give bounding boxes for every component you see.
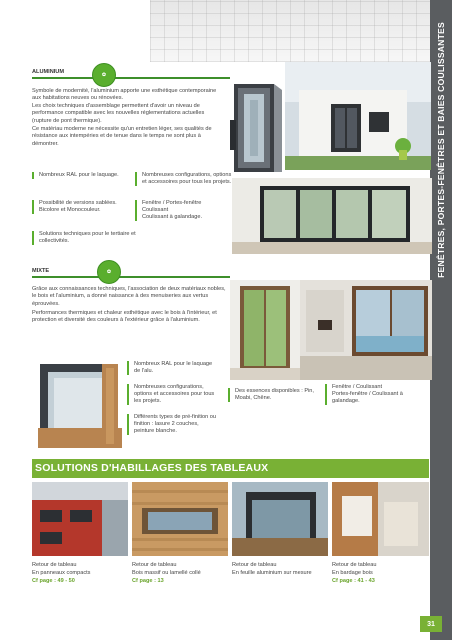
habillage-photo-1: [32, 482, 128, 556]
aluminium-bullet-2-line-2: Bicolore et Monocouleur.: [39, 207, 101, 213]
caption-3: [232, 561, 322, 577]
side-title: FENÊTRES, PORTES-FENÊTRES ET BAIES COULISSANTES: [436, 22, 446, 278]
mixte-interior-photo-1: [230, 280, 300, 380]
caption-1: [32, 561, 128, 585]
mixte-bullet-3: Différents types de pré-finition ou finition : lasure 2 couches, peinture blanche.: [127, 414, 219, 435]
eco-logo-icon-2: ✿: [97, 260, 121, 284]
habillage-photo-3: [232, 482, 328, 556]
mixte-interior-photo-2: [300, 280, 432, 380]
mixte-tag: MIXTE: [32, 268, 50, 274]
mixte-bullet-5: [325, 384, 422, 405]
aluminium-interior-photo: [232, 178, 432, 254]
caption-1-title: Retour de tableau: [32, 562, 77, 568]
aluminium-paragraph-2: Les choix techniques d'assemblage permettent d'avoir un niveau de performance compatible avec les nouvelles réglementations actuelles (rupture de pont thermique).: [32, 103, 205, 124]
caption-4-ref: Cf page : 41 - 43: [332, 578, 375, 584]
aluminium-bullet-2: [32, 200, 119, 214]
caption-3-desc: En feuille aluminium sur mesure: [232, 570, 312, 576]
aluminium-bullet-2-line-1: Possibilité de versions sablées.: [39, 200, 117, 206]
mixte-bullet-1: Nombreux RAL pour le laquage de l'alu.: [127, 361, 219, 375]
aluminium-bullet-5-line-1: Fenêtre / Portes-fenêtre: [142, 200, 202, 206]
header-blueprint-image: [150, 0, 430, 62]
mixte-bullet-5-line-2: Portes-fenêtre / Coulissant à galandage.: [332, 391, 403, 404]
aluminium-tag: ALUMINIUM: [32, 69, 65, 75]
aluminium-bullet-5-line-2: Coulissant: [142, 207, 169, 213]
caption-2: [132, 561, 228, 585]
page-number: 31: [420, 616, 442, 632]
caption-4: [332, 561, 428, 585]
mixte-bullet-5-line-1: Fenêtre / Coulissant: [332, 384, 383, 390]
mixte-bullet-2: Nombreuses configurations, options et accessoires pour tous les projets.: [127, 384, 219, 405]
habillage-photo-4: [332, 482, 429, 556]
caption-1-ref: Cf page : 49 - 50: [32, 578, 75, 584]
section-title: SOLUTIONS D'HABILLAGES DES TABLEAUX: [35, 462, 269, 474]
caption-1-desc: En panneaux compacts: [32, 570, 91, 576]
aluminium-bullet-5: [135, 200, 232, 221]
aluminium-bullet-5-line-3: Coulissant à galandage.: [142, 214, 203, 220]
caption-3-title: Retour de tableau: [232, 562, 277, 568]
aluminium-bullet-1: Nombreux RAL pour le laquage.: [32, 172, 119, 179]
section-banner: [32, 459, 429, 478]
mixte-paragraph-1: Grâce aux connaissances techniques, l'association de deux matériaux nobles, le bois et l'aluminium, a donné naissance à des menuiseries aux vertus éprouvées.: [32, 286, 226, 307]
mixte-rule: [32, 276, 230, 278]
aluminium-house-photo: [285, 62, 431, 170]
caption-4-desc: En bardage bois: [332, 570, 373, 576]
caption-2-title: Retour de tableau: [132, 562, 177, 568]
aluminium-paragraph-1: Symbole de modernité, l'aluminium apporte une esthétique contemporaine aux habitations neuves ou rénovées.: [32, 88, 217, 102]
aluminium-rule: [32, 77, 230, 79]
caption-4-title: Retour de tableau: [332, 562, 377, 568]
mixte-paragraph-2: Performances thermiques et chaleur esthétique avec le bois à l'intérieur, et protection et diversité des couleurs à l'extérieur grâce à l'aluminium.: [32, 310, 217, 324]
aluminium-profile-image: [228, 80, 286, 176]
caption-2-desc: Bois massif ou lamellé collé: [132, 570, 201, 576]
eco-logo-icon: ✿: [92, 63, 116, 87]
aluminium-paragraph-3: Ce matériau moderne ne nécessite qu'un entretien léger, ses qualités de résistance aux intempéries et de tenue dans le temps ne sont plus à démontrer.: [32, 126, 212, 147]
caption-2-ref: Cf page : 13: [132, 578, 164, 584]
aluminium-bullet-3: Solutions techniques pour le tertiaire et collectivités.: [32, 231, 139, 245]
habillage-photo-2: [132, 482, 228, 556]
mixte-profile-image: [32, 358, 127, 453]
aluminium-bullet-4: Nombreuses configurations, options et accessoires pour tous les projets.: [135, 172, 232, 186]
side-title-container: [430, 0, 452, 300]
mixte-bullet-4: Des essences disponibles : Pin, Moabi, Chêne.: [228, 388, 323, 402]
